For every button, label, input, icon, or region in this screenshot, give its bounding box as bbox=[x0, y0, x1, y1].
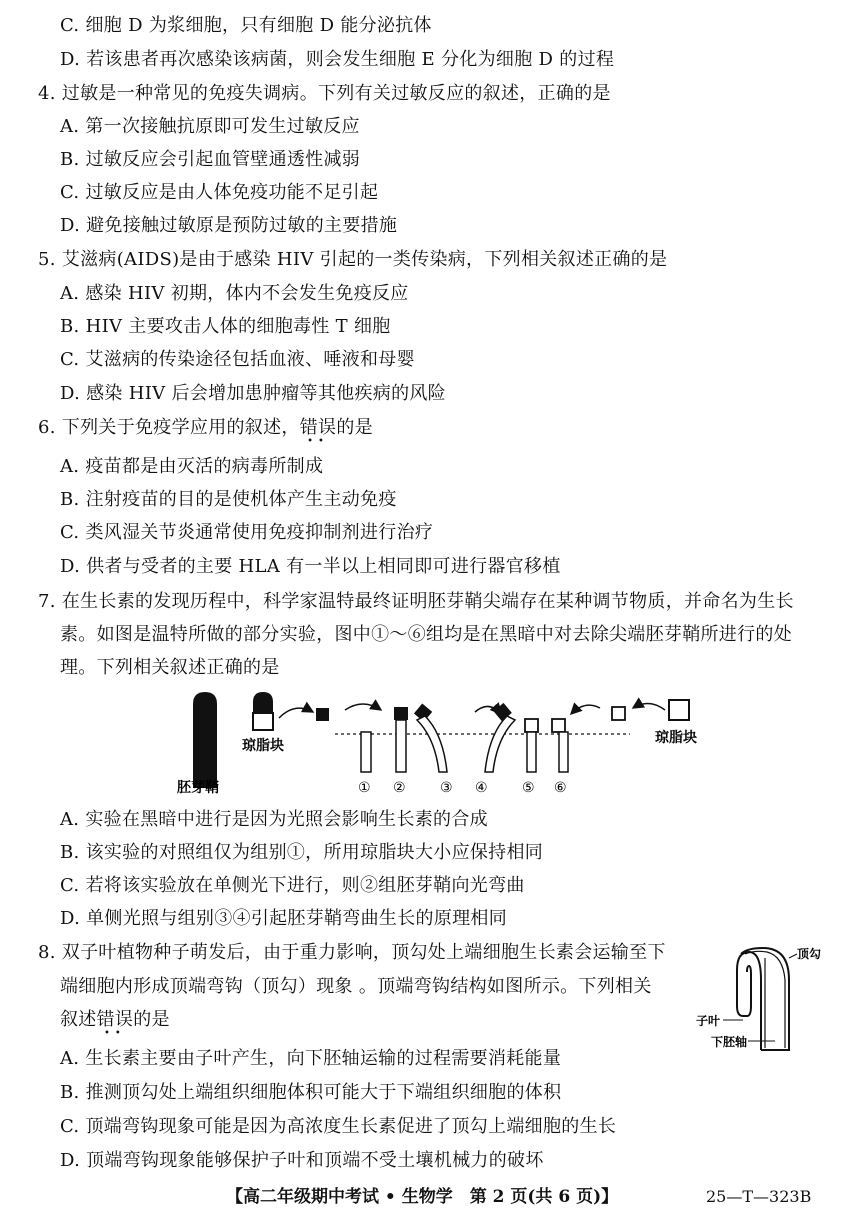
emphasis-dots: •• bbox=[307, 436, 329, 447]
label-group-2: ② bbox=[393, 780, 406, 796]
q8-emphasis bbox=[96, 1008, 134, 1039]
q6-stem bbox=[38, 416, 373, 447]
q8-stem-pre: 叙述 bbox=[60, 1009, 97, 1030]
q4-option-b: B. 过敏反应会引起血管壁通透性减弱 bbox=[60, 149, 361, 170]
arrow-2 bbox=[345, 704, 381, 710]
q6-stem-pre: 6. 下列关于免疫学应用的叙述， bbox=[38, 417, 300, 438]
label-hook: 顶勾 bbox=[797, 947, 822, 961]
q6-option-d: D. 供者与受者的主要 HLA 有一半以上相同即可进行器官移植 bbox=[60, 556, 561, 577]
q8-option-c: C. 顶端弯钩现象可能是因为高浓度生长素促进了顶勾上端细胞的生长 bbox=[60, 1116, 617, 1137]
label-agar-right: 琼脂块 bbox=[655, 730, 697, 746]
arrow-1 bbox=[279, 708, 313, 718]
label-hypocotyl: 下胚轴 bbox=[711, 1035, 748, 1049]
q8-stem-line1: 8. 双子叶植物种子萌发后，由于重力影响，顶勾处上端细胞生长素会运输至下 bbox=[38, 942, 666, 963]
q8-option-b: B. 推测顶勾处上端组织细胞体积可能大于下端组织细胞的体积 bbox=[60, 1082, 562, 1103]
q4-stem: 4. 过敏是一种常见的免疫失调病。下列有关过敏反应的叙述，正确的是 bbox=[38, 83, 611, 104]
q8-stem-line2: 端细胞内形成顶端弯钩（顶勾）现象 。顶端弯钩结构如图所示。下列相关 bbox=[60, 976, 652, 997]
q4-option-c: C. 过敏反应是由人体免疫功能不足引起 bbox=[60, 182, 379, 203]
label-coleoptile: 胚芽鞘 bbox=[177, 780, 219, 796]
label-group-6: ⑥ bbox=[554, 780, 567, 796]
label-cotyledon: 子叶 bbox=[696, 1014, 721, 1028]
q3-option-d: D. 若该患者再次感染该病菌，则会发生细胞 E 分化为细胞 D 的过程 bbox=[60, 49, 615, 70]
group-4-drawing bbox=[485, 703, 515, 772]
coleoptile-drawing bbox=[193, 692, 217, 788]
went-experiment-figure bbox=[177, 688, 705, 798]
group-6-drawing bbox=[552, 719, 568, 772]
q3-option-c: C. 细胞 D 为浆细胞，只有细胞 D 能分泌抗体 bbox=[60, 15, 432, 36]
q6-option-c: C. 类风湿关节炎通常使用免疫抑制剂进行治疗 bbox=[60, 522, 434, 543]
label-group-3: ③ bbox=[440, 780, 453, 796]
q8-stem-post: 的是 bbox=[133, 1009, 170, 1030]
q4-option-a: A. 第一次接触抗原即可发生过敏反应 bbox=[60, 116, 360, 137]
q7-stem-line2: 素。如图是温特所做的部分实验，图中①～⑥组均是在黑暗中对去除尖端胚芽鞘所进行的处 bbox=[60, 624, 792, 645]
blank-agar-block bbox=[669, 700, 689, 720]
group-2-drawing bbox=[394, 707, 408, 772]
group-1-drawing bbox=[361, 732, 371, 772]
group-3-drawing bbox=[414, 704, 447, 772]
q6-emphasis-text: 错误 bbox=[299, 417, 337, 438]
q5-option-b: B. HIV 主要攻击人体的细胞毒性 T 细胞 bbox=[60, 316, 391, 337]
blank-agar-block-small bbox=[612, 707, 625, 720]
q6-option-a: A. 疫苗都是由灭活的病毒所制成 bbox=[60, 456, 324, 477]
q8-stem-line3 bbox=[60, 1008, 170, 1039]
apical-hook-figure bbox=[693, 940, 828, 1058]
label-group-1: ① bbox=[358, 780, 371, 796]
label-group-5: ⑤ bbox=[522, 780, 535, 796]
page-footer: 【高二年级期中考试 • 生物学 第 2 页(共 6 页)】 bbox=[226, 1187, 619, 1207]
q8-option-d: D. 顶端弯钩现象能够保护子叶和顶端不受土壤机械力的破坏 bbox=[60, 1150, 544, 1171]
q5-stem: 5. 艾滋病(AIDS)是由于感染 HIV 引起的一类传染病，下列相关叙述正确的是 bbox=[38, 249, 668, 270]
label-group-4: ④ bbox=[475, 780, 488, 796]
q7-stem-line1: 7. 在生长素的发现历程中，科学家温特最终证明胚芽鞘尖端存在某种调节物质，并命名为生长 bbox=[38, 591, 794, 612]
q8-emphasis-text: 错误 bbox=[96, 1009, 134, 1030]
q6-stem-post: 的是 bbox=[336, 417, 373, 438]
q7-option-d: D. 单侧光照与组别③④引起胚芽鞘弯曲生长的原理相同 bbox=[60, 908, 508, 929]
q7-option-b: B. 该实验的对照组仅为组别①，所用琼脂块大小应保持相同 bbox=[60, 842, 544, 863]
q8-option-a: A. 生长素主要由子叶产生，向下胚轴运输的过程需要消耗能量 bbox=[60, 1048, 562, 1069]
exam-code: 25—T—323B bbox=[706, 1187, 812, 1206]
q5-option-c: C. 艾滋病的传染途径包括血液、唾液和母婴 bbox=[60, 349, 415, 370]
q5-option-a: A. 感染 HIV 初期，体内不会发生免疫反应 bbox=[60, 283, 409, 304]
q7-option-c: C. 若将该实验放在单侧光下进行，则②组胚芽鞘向光弯曲 bbox=[60, 875, 525, 896]
tip-on-agar-drawing bbox=[253, 692, 273, 730]
label-agar-left: 琼脂块 bbox=[242, 738, 284, 754]
emphasis-dots: •• bbox=[104, 1028, 126, 1039]
q6-emphasis bbox=[299, 416, 337, 447]
q7-option-a: A. 实验在黑暗中进行是因为光照会影响生长素的合成 bbox=[60, 809, 488, 830]
arrow-5 bbox=[633, 703, 665, 710]
hook-leader-line bbox=[789, 954, 797, 958]
q5-option-d: D. 感染 HIV 后会增加患肿瘤等其他疾病的风险 bbox=[60, 383, 446, 404]
treated-agar-block bbox=[316, 708, 329, 721]
arrow-4 bbox=[571, 705, 600, 714]
q7-stem-line3: 理。下列相关叙述正确的是 bbox=[60, 657, 280, 678]
group-5-drawing bbox=[525, 719, 538, 772]
q6-option-b: B. 注射疫苗的目的是使机体产生主动免疫 bbox=[60, 489, 397, 510]
q4-option-d: D. 避免接触过敏原是预防过敏的主要措施 bbox=[60, 215, 398, 236]
